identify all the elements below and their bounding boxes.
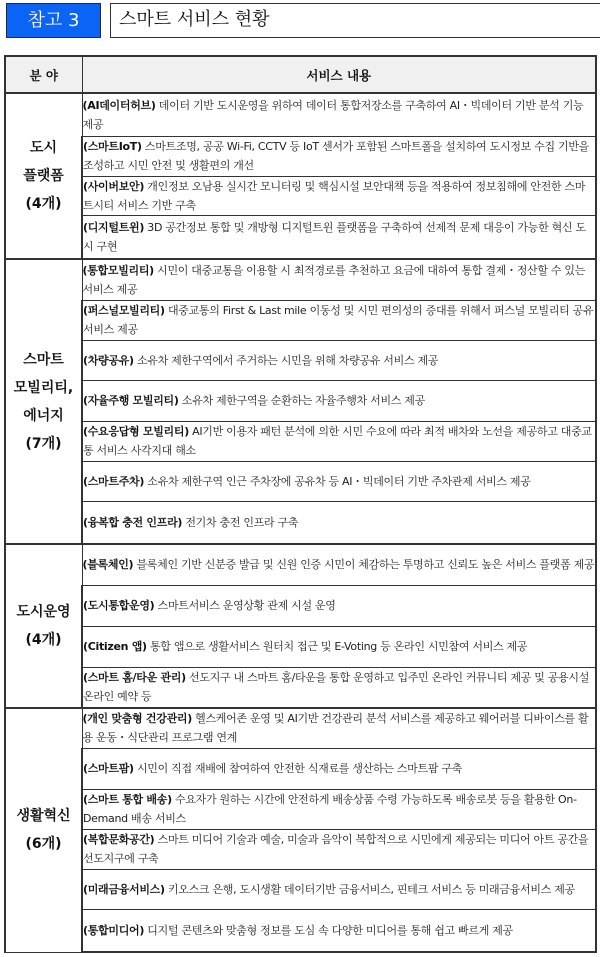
title-row <box>6 3 600 39</box>
table-row <box>5 501 596 544</box>
service-description-cell <box>82 626 596 667</box>
table-row <box>5 909 596 952</box>
service-name: (퍼스널모빌리티) <box>83 304 165 317</box>
service-name: (스마트IoT) <box>83 140 142 153</box>
table-body <box>5 93 596 952</box>
service-description-cell <box>82 421 596 461</box>
service-description: 디지털 콘텐츠와 맞춤형 정보를 도심 속 다양한 미디어를 통해 쉽고 빠르게 제공 <box>144 923 513 937</box>
service-description-cell <box>82 380 596 421</box>
table-row <box>5 421 596 461</box>
table-row <box>5 626 596 667</box>
service-description: 3D 공간정보 통합 및 개방형 디지털트윈 플랫폼을 구축하여 선제적 문제 대응이 가능한 혁신 도시 구현 <box>83 220 586 253</box>
service-description: 선도지구 내 스마트 홈/타운을 통합 운영하고 입주민 온라인 커뮤니티 제공 및 공용시설 온라인 예약 등 <box>83 671 590 704</box>
table-row <box>5 176 596 215</box>
service-name: (미래금융서비스) <box>83 882 165 896</box>
table-row <box>5 300 596 340</box>
service-name: (융복합 충전 인프라) <box>83 515 183 529</box>
service-name: (스마트 통합 배송) <box>83 793 172 806</box>
service-name: (스마트주차) <box>83 474 145 488</box>
service-description: 스마트 미디어 기술과 예술, 미술과 음악이 복합적으로 시민에게 제공되는 미디어 아트 공간을 선도지구에 구축 <box>83 833 589 865</box>
service-name: (수요응답형 모빌리티) <box>83 425 189 438</box>
table-row <box>5 829 596 869</box>
category-label-line: 모빌리티, <box>13 379 74 396</box>
table-row <box>5 869 596 909</box>
service-description-cell <box>82 93 596 136</box>
service-name: (통합모빌리티) <box>82 263 154 277</box>
service-name: (사이버보안) <box>83 179 145 193</box>
table-row <box>5 789 596 829</box>
category-cell <box>5 708 82 952</box>
service-description-cell <box>82 461 596 501</box>
service-description-cell <box>82 340 596 380</box>
category-label-line: (6개) <box>25 836 62 853</box>
service-description-cell <box>82 667 596 708</box>
category-label-line: (4개) <box>25 632 62 648</box>
category-label-line: (7개) <box>25 435 62 452</box>
service-description-cell <box>82 300 596 340</box>
table-row <box>5 461 596 501</box>
table-row <box>5 340 596 380</box>
service-description-cell <box>82 829 596 869</box>
table-row <box>5 93 596 136</box>
service-description: 키오스크 은행, 도시생활 데이터기반 금융서비스, 핀테크 서비스 등 미래금융서비스 제공 <box>164 882 575 896</box>
service-description-cell <box>82 136 596 176</box>
service-name: (차량공유) <box>83 353 134 367</box>
category-label-line: 생활혁신 <box>16 808 71 825</box>
table-row <box>5 136 596 176</box>
service-description: 스마트서비스 운영상황 관제 시설 운영 <box>154 599 336 612</box>
service-description: 블록체인 기반 신분증 발급 및 신원 인증 시민이 체감하는 투명하고 신뢰도 높은 서비스 플랫폼 제공 <box>133 558 595 572</box>
category-label-line: 도시 <box>29 140 58 156</box>
table-row <box>5 748 596 789</box>
service-description-cell <box>82 748 596 789</box>
service-description: 개인정보 오남용 실시간 모니터링 및 핵심시설 보안대책 등을 적용하여 정보침해에 안전한 스마트시티 서비스 기반 구축 <box>83 179 586 212</box>
service-description-cell <box>82 259 596 300</box>
service-name: (자율주행 모빌리티) <box>83 394 179 407</box>
service-name: (스마트팜) <box>83 762 134 775</box>
category-cell <box>5 259 82 544</box>
service-name: (통합미디어) <box>83 923 145 937</box>
table-row <box>5 708 596 748</box>
service-name: (AI데이터허브) <box>82 98 156 112</box>
category-label-line: (4개) <box>25 196 62 212</box>
service-name: (도시통합운영) <box>83 599 155 612</box>
table-row <box>5 667 596 708</box>
service-description: 데이터 기반 도시운영을 위하여 데이터 통합저장소를 구축하여 AI・빅데이터 기반 분석 기능 제공 <box>82 98 584 131</box>
reference-badge: 참고 3 <box>6 3 101 38</box>
service-description: 시민이 대중교통을 이용할 시 최적경로를 추천하고 요금에 대하여 통합 결제・정산할 수 있는 서비스 제공 <box>82 263 586 296</box>
service-description: AI기반 이용자 패턴 분석에 의한 시민 수요에 따라 최적 배차와 노선을 제공하고 대중교통 서비스 사각지대 해소 <box>83 425 592 457</box>
column-header-category: 분 야 <box>5 56 82 93</box>
page-title: 스마트 서비스 현황 <box>110 3 600 38</box>
category-cell <box>5 544 82 708</box>
service-description: 소유차 제한구역에서 주거하는 시민을 위해 차량공유 서비스 제공 <box>133 353 439 367</box>
table-row <box>5 585 596 626</box>
service-description-cell <box>82 215 596 259</box>
service-description: 헬스케어존 운영 및 AI기반 건강관리 분석 서비스를 제공하고 웨어러블 디바이스를 활용 운동・식단관리 프로그램 연계 <box>82 712 589 745</box>
category-label-line: 플랫폼 <box>23 168 64 184</box>
table-row <box>5 380 596 421</box>
service-description-cell <box>82 544 596 585</box>
service-description: 전기차 충전 인프라 구축 <box>182 515 299 529</box>
service-description: 소유차 제한구역 인근 주차장에 공유차 등 AI・빅데이터 기반 주차관제 서비스 제공 <box>144 474 531 488</box>
table-header-row <box>5 56 596 93</box>
service-description: 수요자가 원하는 시간에 안전하게 배송상품 수령 가능하도록 배송로봇 등을 활용한 On-Demand 배송 서비스 <box>83 793 577 825</box>
service-description: 스마트조명, 공공 Wi-Fi, CCTV 등 IoT 센서가 포함된 스마트폴을 설치하여 도시정보 수집 기반을 조성하고 시민 안전 및 생활편의 개선 <box>83 140 590 172</box>
service-description-cell <box>82 789 596 829</box>
table-row <box>5 259 596 300</box>
service-description-cell <box>82 869 596 909</box>
service-description-cell <box>82 501 596 544</box>
service-name: (복합문화공간) <box>83 833 155 846</box>
service-description: 시민이 직접 재배에 참여하여 안전한 식재료를 생산하는 스마트팜 구축 <box>133 762 462 775</box>
service-description: 소유차 제한구역을 순환하는 자율주행차 서비스 제공 <box>178 394 425 407</box>
service-name: (블록체인) <box>82 558 134 572</box>
service-description-cell <box>82 708 596 748</box>
service-description-cell <box>82 909 596 952</box>
service-name: (디지털트윈) <box>83 220 145 234</box>
service-description: 통합 앱으로 생활서비스 원터치 접근 및 E-Voting 등 온라인 시민참여 서비스 제공 <box>146 640 528 653</box>
column-header-service: 서비스 내용 <box>82 56 596 93</box>
table-row <box>5 215 596 259</box>
service-name: (개인 맞춤형 건강관리) <box>82 712 192 726</box>
table-row <box>5 544 596 585</box>
category-cell <box>5 93 82 259</box>
category-label-line: 도시운영 <box>16 604 71 620</box>
smart-service-table <box>4 55 597 953</box>
service-name: (스마트 홈/타운 관리) <box>83 671 186 685</box>
service-description: 대중교통의 First & Last mile 이동성 및 시민 편의성의 증대를 위해서 퍼스널 모빌리티 공유 서비스 제공 <box>83 304 594 336</box>
service-description-cell <box>82 176 596 215</box>
category-label-line: 에너지 <box>23 407 64 424</box>
service-name: (Citizen 앱) <box>83 640 147 653</box>
category-label-line: 스마트 <box>23 351 64 368</box>
service-description-cell <box>82 585 596 626</box>
